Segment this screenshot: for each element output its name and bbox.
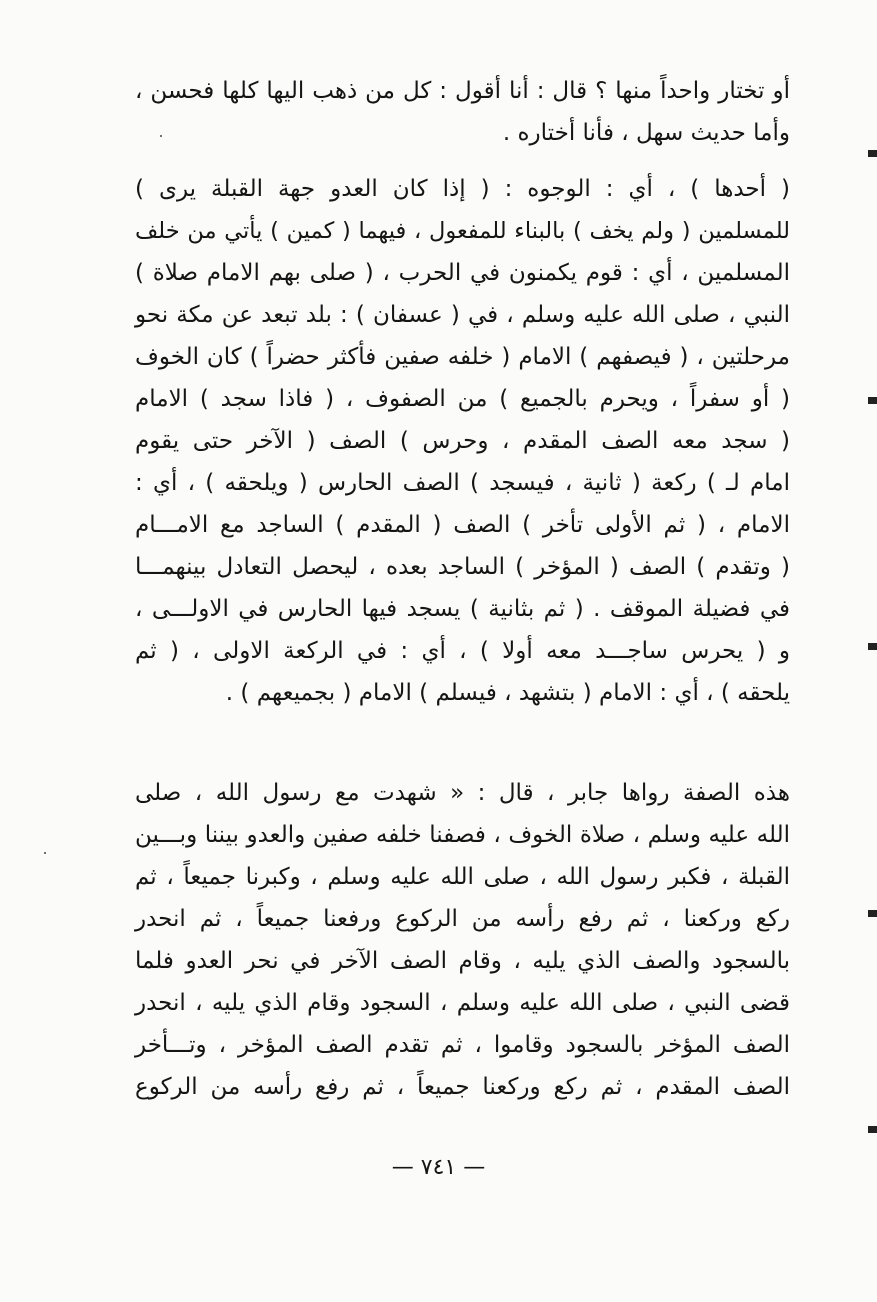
page-number: — ٧٤١ —	[391, 1155, 486, 1180]
text-line: قضى النبي ، صلى الله عليه وسلم ، السجود وقام الذي يليه ، انحدر	[135, 990, 790, 1016]
text-line: القبلة ، فكبر رسول الله ، صلى الله عليه وسلم ، وكبرنا جميعاً ، ثم	[135, 864, 790, 890]
text-line: وأما حديث سهل ، فأنا أختاره .	[502, 120, 790, 146]
text-line: المسلمين ، أي : قوم يكمنون في الحرب ، ( صلى بهم الامام صلاة )	[135, 260, 790, 286]
text-line: ( أو سفراً ، ويحرم بالجميع ) من الصفوف ، ( فاذا سجد ) الامام	[135, 386, 790, 412]
margin-mark	[868, 150, 877, 157]
text-line: ( وتقدم ) الصف ( المؤخر ) الساجد بعده ، ليحصل التعادل بينهمـــا	[135, 554, 790, 580]
margin-mark	[868, 397, 877, 404]
text-line: للمسلمين ( ولم يخف ) بالبناء للمفعول ، فيهما ( كمين ) يأتي من خلف	[135, 218, 790, 244]
text-line: يلحقه ) ، أي : الامام ( بتشهد ، فيسلم ) الامام ( بجميعهم ) .	[225, 680, 790, 706]
text-line: أو تختار واحداً منها ؟ قال : أنا أقول : كل من ذهب اليها كلها فحسن ،	[135, 78, 790, 104]
text-line: الله عليه وسلم ، صلاة الخوف ، فصفنا خلفه صفين والعدو بيننا وبـــين	[135, 822, 790, 848]
text-line: الصف المقدم ، ثم ركع وركعنا جميعاً ، ثم رفع رأسه من الركوع	[135, 1074, 790, 1100]
scan-speck	[160, 135, 162, 137]
text-line: و ( يحرس ساجـــد معه أولا ) ، أي : في الركعة الاولى ، ( ثم	[135, 638, 790, 664]
text-line: هذه الصفة رواها جابر ، قال : « شهدت مع رسول الله ، صلى	[135, 780, 790, 806]
margin-mark	[868, 643, 877, 650]
text-line: النبي ، صلى الله عليه وسلم ، في ( عسفان ) : بلد تبعد عن مكة نحو	[135, 302, 790, 328]
text-line: ركع وركعنا ، ثم رفع رأسه من الركوع ورفعنا جميعاً ، ثم انحدر	[135, 906, 790, 932]
text-line: ( أحدها ) ، أي : الوجوه : ( إذا كان العدو جهة القبلة يرى )	[135, 176, 790, 202]
text-line: في فضيلة الموقف . ( ثم بثانية ) يسجد فيها الحارس في الاولـــى ،	[135, 596, 790, 622]
text-line: الامام ، ( ثم الأولى تأخر ) الصف ( المقدم ) الساجد مع الامـــام	[135, 512, 790, 538]
paragraph-2	[135, 168, 790, 714]
scan-speck	[44, 852, 46, 854]
margin-mark	[868, 1126, 877, 1133]
paragraph-3	[135, 772, 790, 1108]
paragraph-1	[135, 70, 790, 154]
margin-mark	[868, 910, 877, 917]
text-line: مرحلتين ، ( فيصفهم ) الامام ( خلفه صفين فأكثر حضراً ) كان الخوف	[135, 344, 790, 370]
text-line: الصف المؤخر بالسجود وقاموا ، ثم تقدم الصف المؤخر ، وتـــأخر	[135, 1032, 790, 1058]
text-line: ( سجد معه الصف المقدم ، وحرس ) الصف ( الآخر حتى يقوم	[135, 428, 790, 454]
text-line: امام لـ ) ركعة ( ثانية ، فيسجد ) الصف الحارس ( ويلحقه ) ، أي :	[135, 470, 790, 496]
text-line: بالسجود والصف الذي يليه ، وقام الصف الآخر في نحر العدو فلما	[135, 948, 790, 974]
